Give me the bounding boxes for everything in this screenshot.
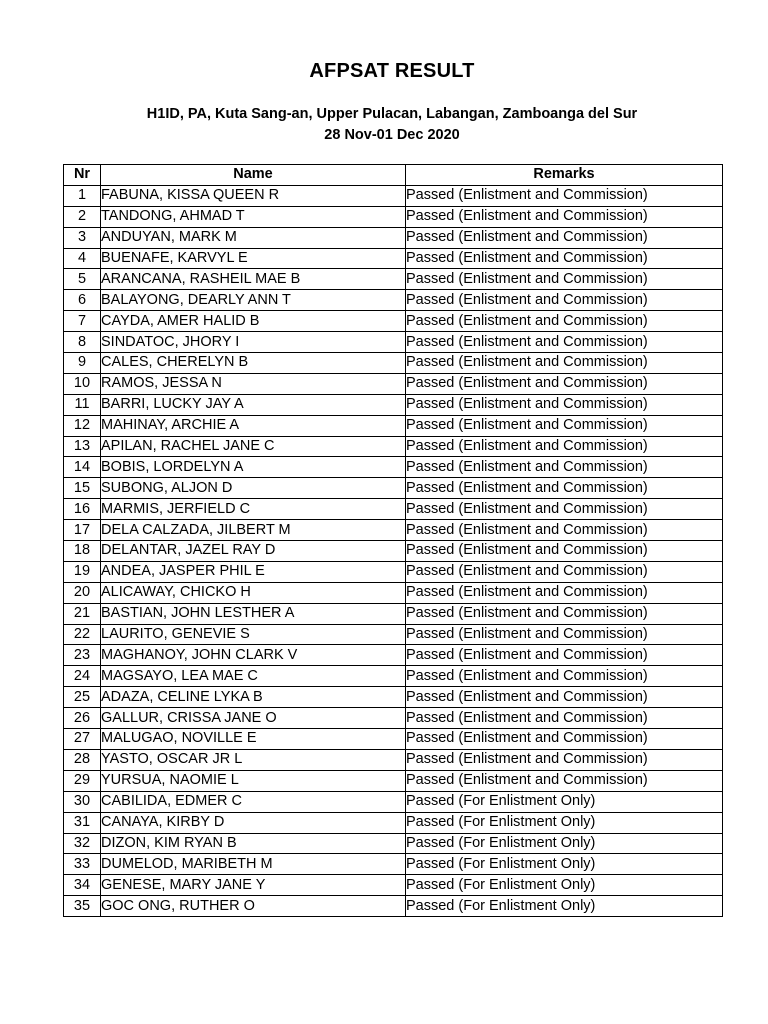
- row-name: MAGSAYO, LEA MAE C: [101, 666, 406, 687]
- row-name: ANDEA, JASPER PHIL E: [101, 561, 406, 582]
- row-remarks: Passed (Enlistment and Commission): [406, 332, 723, 353]
- row-name: APILAN, RACHEL JANE C: [101, 436, 406, 457]
- table-row: [64, 624, 723, 645]
- table-row: [64, 227, 723, 248]
- row-nr: 18: [64, 541, 101, 562]
- row-remarks: Passed (Enlistment and Commission): [406, 687, 723, 708]
- table-row: [64, 248, 723, 269]
- row-remarks: Passed (Enlistment and Commission): [406, 248, 723, 269]
- row-nr: 32: [64, 833, 101, 854]
- row-remarks: Passed (Enlistment and Commission): [406, 478, 723, 499]
- row-name: GENESE, MARY JANE Y: [101, 875, 406, 896]
- row-name: MAGHANOY, JOHN CLARK V: [101, 645, 406, 666]
- row-remarks: Passed (Enlistment and Commission): [406, 394, 723, 415]
- row-name: DELANTAR, JAZEL RAY D: [101, 541, 406, 562]
- row-nr: 1: [64, 185, 101, 206]
- table-row: [64, 499, 723, 520]
- row-remarks: Passed (Enlistment and Commission): [406, 520, 723, 541]
- table-row: [64, 290, 723, 311]
- row-remarks: Passed (Enlistment and Commission): [406, 729, 723, 750]
- table-row: [64, 206, 723, 227]
- row-remarks: Passed (For Enlistment Only): [406, 875, 723, 896]
- row-name: ARANCANA, RASHEIL MAE B: [101, 269, 406, 290]
- table-row: [64, 520, 723, 541]
- row-name: CABILIDA, EDMER C: [101, 791, 406, 812]
- row-nr: 16: [64, 499, 101, 520]
- row-nr: 30: [64, 791, 101, 812]
- row-remarks: Passed (Enlistment and Commission): [406, 708, 723, 729]
- table-row: [64, 561, 723, 582]
- row-nr: 29: [64, 770, 101, 791]
- row-nr: 31: [64, 812, 101, 833]
- table-row: [64, 833, 723, 854]
- row-remarks: Passed (Enlistment and Commission): [406, 770, 723, 791]
- row-remarks: Passed (For Enlistment Only): [406, 896, 723, 917]
- row-nr: 21: [64, 603, 101, 624]
- table-row: [64, 791, 723, 812]
- row-remarks: Passed (Enlistment and Commission): [406, 227, 723, 248]
- row-nr: 4: [64, 248, 101, 269]
- row-name: SUBONG, ALJON D: [101, 478, 406, 499]
- table-row: [64, 729, 723, 750]
- row-name: RAMOS, JESSA N: [101, 373, 406, 394]
- table-row: [64, 770, 723, 791]
- table-row: [64, 708, 723, 729]
- row-nr: 8: [64, 332, 101, 353]
- row-remarks: Passed (Enlistment and Commission): [406, 436, 723, 457]
- table-row: [64, 812, 723, 833]
- table-row: [64, 457, 723, 478]
- row-name: DELA CALZADA, JILBERT M: [101, 520, 406, 541]
- row-nr: 5: [64, 269, 101, 290]
- row-remarks: Passed (Enlistment and Commission): [406, 603, 723, 624]
- row-nr: 27: [64, 729, 101, 750]
- table-row: [64, 185, 723, 206]
- table-row: [64, 269, 723, 290]
- row-name: GOC ONG, RUTHER O: [101, 896, 406, 917]
- row-remarks: Passed (Enlistment and Commission): [406, 415, 723, 436]
- row-name: GALLUR, CRISSA JANE O: [101, 708, 406, 729]
- table-header-row: [64, 165, 723, 186]
- row-nr: 10: [64, 373, 101, 394]
- row-name: YASTO, OSCAR JR L: [101, 749, 406, 770]
- row-remarks: Passed (Enlistment and Commission): [406, 645, 723, 666]
- table-row: [64, 875, 723, 896]
- table-body: [64, 185, 723, 916]
- table-row: [64, 603, 723, 624]
- row-name: BARRI, LUCKY JAY A: [101, 394, 406, 415]
- header-nr: Nr: [64, 165, 101, 186]
- table-row: [64, 478, 723, 499]
- row-name: DUMELOD, MARIBETH M: [101, 854, 406, 875]
- row-nr: 11: [64, 394, 101, 415]
- table-row: [64, 332, 723, 353]
- row-nr: 12: [64, 415, 101, 436]
- row-remarks: Passed (Enlistment and Commission): [406, 311, 723, 332]
- row-name: CANAYA, KIRBY D: [101, 812, 406, 833]
- row-nr: 13: [64, 436, 101, 457]
- row-name: BOBIS, LORDELYN A: [101, 457, 406, 478]
- table-row: [64, 749, 723, 770]
- table-row: [64, 854, 723, 875]
- document-title: AFPSAT RESULT: [309, 60, 475, 82]
- header-name: Name: [101, 165, 406, 186]
- row-name: MAHINAY, ARCHIE A: [101, 415, 406, 436]
- row-name: BUENAFE, KARVYL E: [101, 248, 406, 269]
- row-nr: 34: [64, 875, 101, 896]
- row-nr: 24: [64, 666, 101, 687]
- row-name: MALUGAO, NOVILLE E: [101, 729, 406, 750]
- row-remarks: Passed (Enlistment and Commission): [406, 373, 723, 394]
- row-nr: 6: [64, 290, 101, 311]
- row-name: MARMIS, JERFIELD C: [101, 499, 406, 520]
- table-row: [64, 311, 723, 332]
- results-table: [63, 164, 723, 917]
- header-remarks: Remarks: [406, 165, 723, 186]
- table-row: [64, 582, 723, 603]
- row-nr: 7: [64, 311, 101, 332]
- row-remarks: Passed (For Enlistment Only): [406, 812, 723, 833]
- row-remarks: Passed (Enlistment and Commission): [406, 290, 723, 311]
- row-name: LAURITO, GENEVIE S: [101, 624, 406, 645]
- row-name: ALICAWAY, CHICKO H: [101, 582, 406, 603]
- row-name: DIZON, KIM RYAN B: [101, 833, 406, 854]
- row-nr: 23: [64, 645, 101, 666]
- row-nr: 2: [64, 206, 101, 227]
- document-date: 28 Nov-01 Dec 2020: [324, 127, 460, 143]
- table-row: [64, 415, 723, 436]
- row-remarks: Passed (Enlistment and Commission): [406, 206, 723, 227]
- table-row: [64, 896, 723, 917]
- row-name: BASTIAN, JOHN LESTHER A: [101, 603, 406, 624]
- row-remarks: Passed (For Enlistment Only): [406, 854, 723, 875]
- row-name: CALES, CHERELYN B: [101, 353, 406, 374]
- row-remarks: Passed (For Enlistment Only): [406, 833, 723, 854]
- table-row: [64, 394, 723, 415]
- row-remarks: Passed (For Enlistment Only): [406, 791, 723, 812]
- row-remarks: Passed (Enlistment and Commission): [406, 561, 723, 582]
- table-row: [64, 541, 723, 562]
- row-remarks: Passed (Enlistment and Commission): [406, 582, 723, 603]
- table-row: [64, 436, 723, 457]
- row-nr: 19: [64, 561, 101, 582]
- row-remarks: Passed (Enlistment and Commission): [406, 499, 723, 520]
- row-nr: 35: [64, 896, 101, 917]
- row-remarks: Passed (Enlistment and Commission): [406, 353, 723, 374]
- row-name: YURSUA, NAOMIE L: [101, 770, 406, 791]
- row-name: ANDUYAN, MARK M: [101, 227, 406, 248]
- row-name: CAYDA, AMER HALID B: [101, 311, 406, 332]
- row-name: SINDATOC, JHORY I: [101, 332, 406, 353]
- row-remarks: Passed (Enlistment and Commission): [406, 541, 723, 562]
- row-nr: 25: [64, 687, 101, 708]
- row-nr: 22: [64, 624, 101, 645]
- table-row: [64, 687, 723, 708]
- row-nr: 3: [64, 227, 101, 248]
- row-nr: 15: [64, 478, 101, 499]
- row-nr: 9: [64, 353, 101, 374]
- row-name: TANDONG, AHMAD T: [101, 206, 406, 227]
- row-nr: 14: [64, 457, 101, 478]
- row-nr: 20: [64, 582, 101, 603]
- table-row: [64, 666, 723, 687]
- row-remarks: Passed (Enlistment and Commission): [406, 624, 723, 645]
- row-name: BALAYONG, DEARLY ANN T: [101, 290, 406, 311]
- row-nr: 28: [64, 749, 101, 770]
- row-name: FABUNA, KISSA QUEEN R: [101, 185, 406, 206]
- row-nr: 33: [64, 854, 101, 875]
- row-remarks: Passed (Enlistment and Commission): [406, 457, 723, 478]
- row-name: ADAZA, CELINE LYKA B: [101, 687, 406, 708]
- table-row: [64, 353, 723, 374]
- table-row: [64, 373, 723, 394]
- row-remarks: Passed (Enlistment and Commission): [406, 269, 723, 290]
- row-remarks: Passed (Enlistment and Commission): [406, 185, 723, 206]
- row-nr: 17: [64, 520, 101, 541]
- row-nr: 26: [64, 708, 101, 729]
- document-subtitle: H1ID, PA, Kuta Sang-an, Upper Pulacan, Labangan, Zamboanga del Sur: [146, 106, 638, 122]
- row-remarks: Passed (Enlistment and Commission): [406, 666, 723, 687]
- row-remarks: Passed (Enlistment and Commission): [406, 749, 723, 770]
- table-row: [64, 645, 723, 666]
